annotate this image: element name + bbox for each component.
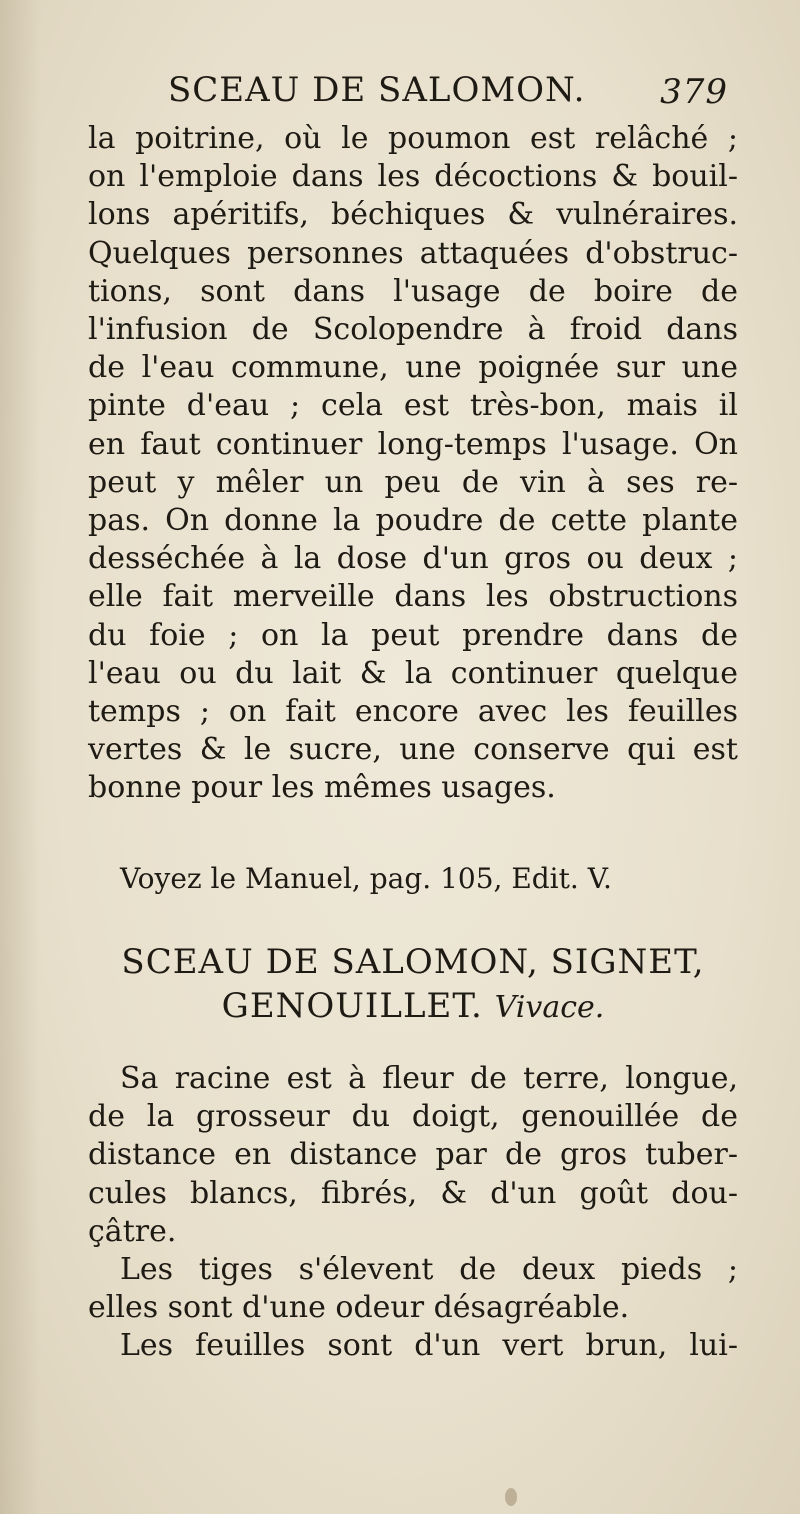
text-line: elle fait merveille dans les obstructions bbox=[88, 579, 738, 615]
entry-heading-line1: SCEAU DE SALOMON, SIGNET, bbox=[121, 942, 705, 982]
text-line: vertes & le sucre, une conserve qui est bbox=[88, 732, 738, 768]
text-line: la poitrine, où le poumon est relâché ; bbox=[88, 121, 738, 156]
reference-note: Voyez le Manuel, pag. 105, Edit. V. bbox=[120, 862, 612, 895]
entry-description bbox=[88, 1060, 738, 1366]
running-head-title: SCEAU DE SALOMON. bbox=[168, 70, 586, 110]
text-line: de l'eau commune, une poignée sur une bbox=[88, 350, 738, 386]
desc-line: de la grosseur du doigt, genouillée de bbox=[88, 1099, 738, 1135]
text-line: l'eau ou du lait & la continuer quelque bbox=[88, 655, 738, 691]
desc-line: Sa racine est à fleur de terre, longue, bbox=[120, 1061, 738, 1096]
text-line: pas. On donne la poudre de cette plante bbox=[88, 503, 738, 539]
text-line: l'infusion de Scolopendre à froid dans bbox=[88, 312, 738, 348]
ink-spot bbox=[505, 1488, 517, 1506]
desc-line: elles sont d'une odeur désagréable. bbox=[88, 1290, 630, 1326]
desc-line: cules blancs, fibrés, & d'un goût dou- bbox=[88, 1175, 738, 1211]
text-line: temps ; on fait encore avec les feuilles bbox=[88, 694, 738, 730]
text-line: en faut continuer long-temps l'usage. On bbox=[88, 426, 738, 462]
text-line: bonne pour les mêmes usages. bbox=[88, 770, 556, 806]
desc-line: çâtre. bbox=[88, 1213, 177, 1249]
entry-heading-qualifier: Vivace. bbox=[494, 990, 605, 1025]
continuation-text bbox=[88, 120, 738, 808]
desc-line: distance en distance par de gros tuber- bbox=[88, 1137, 738, 1173]
page-edge-shadow bbox=[0, 0, 40, 1514]
text-line: lons apéritifs, béchiques & vulnéraires. bbox=[88, 197, 738, 233]
desc-line: Les feuilles sont d'un vert brun, lui- bbox=[120, 1328, 738, 1364]
text-line: on l'emploie dans les décoctions & bouil- bbox=[88, 159, 738, 195]
running-head bbox=[88, 70, 738, 114]
text-line: Quelques personnes attaquées d'obstruc- bbox=[88, 235, 738, 271]
text-line: pinte d'eau ; cela est très-bon, mais il bbox=[88, 388, 738, 424]
page-number: 379 bbox=[660, 72, 728, 112]
text-line: tions, sont dans l'usage de boire de bbox=[88, 273, 738, 309]
text-line: desséchée à la dose d'un gros ou deux ; bbox=[88, 541, 738, 577]
desc-line: Les tiges s'élevent de deux pieds ; bbox=[120, 1252, 738, 1288]
text-line: du foie ; on la peut prendre dans de bbox=[88, 617, 738, 653]
entry-heading bbox=[88, 940, 738, 1030]
text-line: peut y mêler un peu de vin à ses re- bbox=[88, 464, 738, 500]
entry-heading-line2: GENOUILLET. bbox=[221, 986, 483, 1026]
